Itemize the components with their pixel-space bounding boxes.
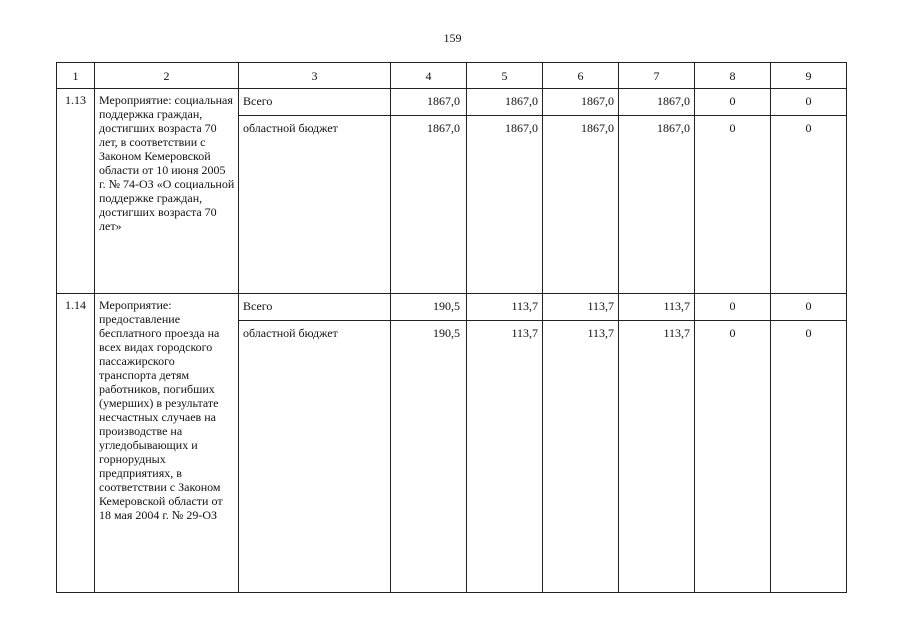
header-cell: 4 <box>391 63 467 89</box>
funding-source: областной бюджет <box>239 116 391 294</box>
row-number: 1.13 <box>57 89 95 294</box>
value-cell: 113,7 <box>619 321 695 593</box>
value-cell: 1867,0 <box>543 116 619 294</box>
value-cell: 113,7 <box>619 294 695 321</box>
header-cell: 8 <box>695 63 771 89</box>
funding-source: областной бюджет <box>239 321 391 593</box>
header-cell: 1 <box>57 63 95 89</box>
value-cell: 1867,0 <box>467 89 543 116</box>
value-cell: 113,7 <box>467 294 543 321</box>
header-row <box>57 63 847 89</box>
header-cell: 6 <box>543 63 619 89</box>
measure-description: Мероприятие: предоставление бесплатного проезда на всех видах городского пассажирского транспорта детям работников, погибших (умерших) в результате несчастных случаев на производстве на угледобывающих и горнорудных предприятиях, в соответствии с Законом Кемеровской области от 18 мая 2004 г. № 29-ОЗ <box>95 294 239 593</box>
budget-table <box>56 62 847 593</box>
value-cell: 190,5 <box>391 321 467 593</box>
page-number: 159 <box>443 31 462 45</box>
value-cell: 113,7 <box>543 321 619 593</box>
header-cell: 7 <box>619 63 695 89</box>
value-cell: 0 <box>771 294 847 321</box>
header-cell: 9 <box>771 63 847 89</box>
value-cell: 1867,0 <box>619 89 695 116</box>
value-cell: 0 <box>695 321 771 593</box>
funding-source: Всего <box>239 89 391 116</box>
value-cell: 0 <box>771 89 847 116</box>
value-cell: 0 <box>771 321 847 593</box>
value-cell: 113,7 <box>467 321 543 593</box>
value-cell: 0 <box>771 116 847 294</box>
value-cell: 190,5 <box>391 294 467 321</box>
table-row <box>57 294 847 321</box>
funding-source: Всего <box>239 294 391 321</box>
header-cell: 2 <box>95 63 239 89</box>
value-cell: 0 <box>695 116 771 294</box>
header-cell: 3 <box>239 63 391 89</box>
value-cell: 1867,0 <box>619 116 695 294</box>
value-cell: 0 <box>695 294 771 321</box>
value-cell: 1867,0 <box>467 116 543 294</box>
row-number: 1.14 <box>57 294 95 593</box>
measure-description: Мероприятие: социальная поддержка граждан, достигших возраста 70 лет, в соответствии с Законом Кемеровской области от 10 июня 2005 г. № 74-ОЗ «О социальной поддержке граждан, достигших возраста 70 лет» <box>95 89 239 294</box>
value-cell: 0 <box>695 89 771 116</box>
value-cell: 1867,0 <box>391 89 467 116</box>
header-cell: 5 <box>467 63 543 89</box>
value-cell: 1867,0 <box>391 116 467 294</box>
value-cell: 113,7 <box>543 294 619 321</box>
value-cell: 1867,0 <box>543 89 619 116</box>
table-row <box>57 89 847 116</box>
